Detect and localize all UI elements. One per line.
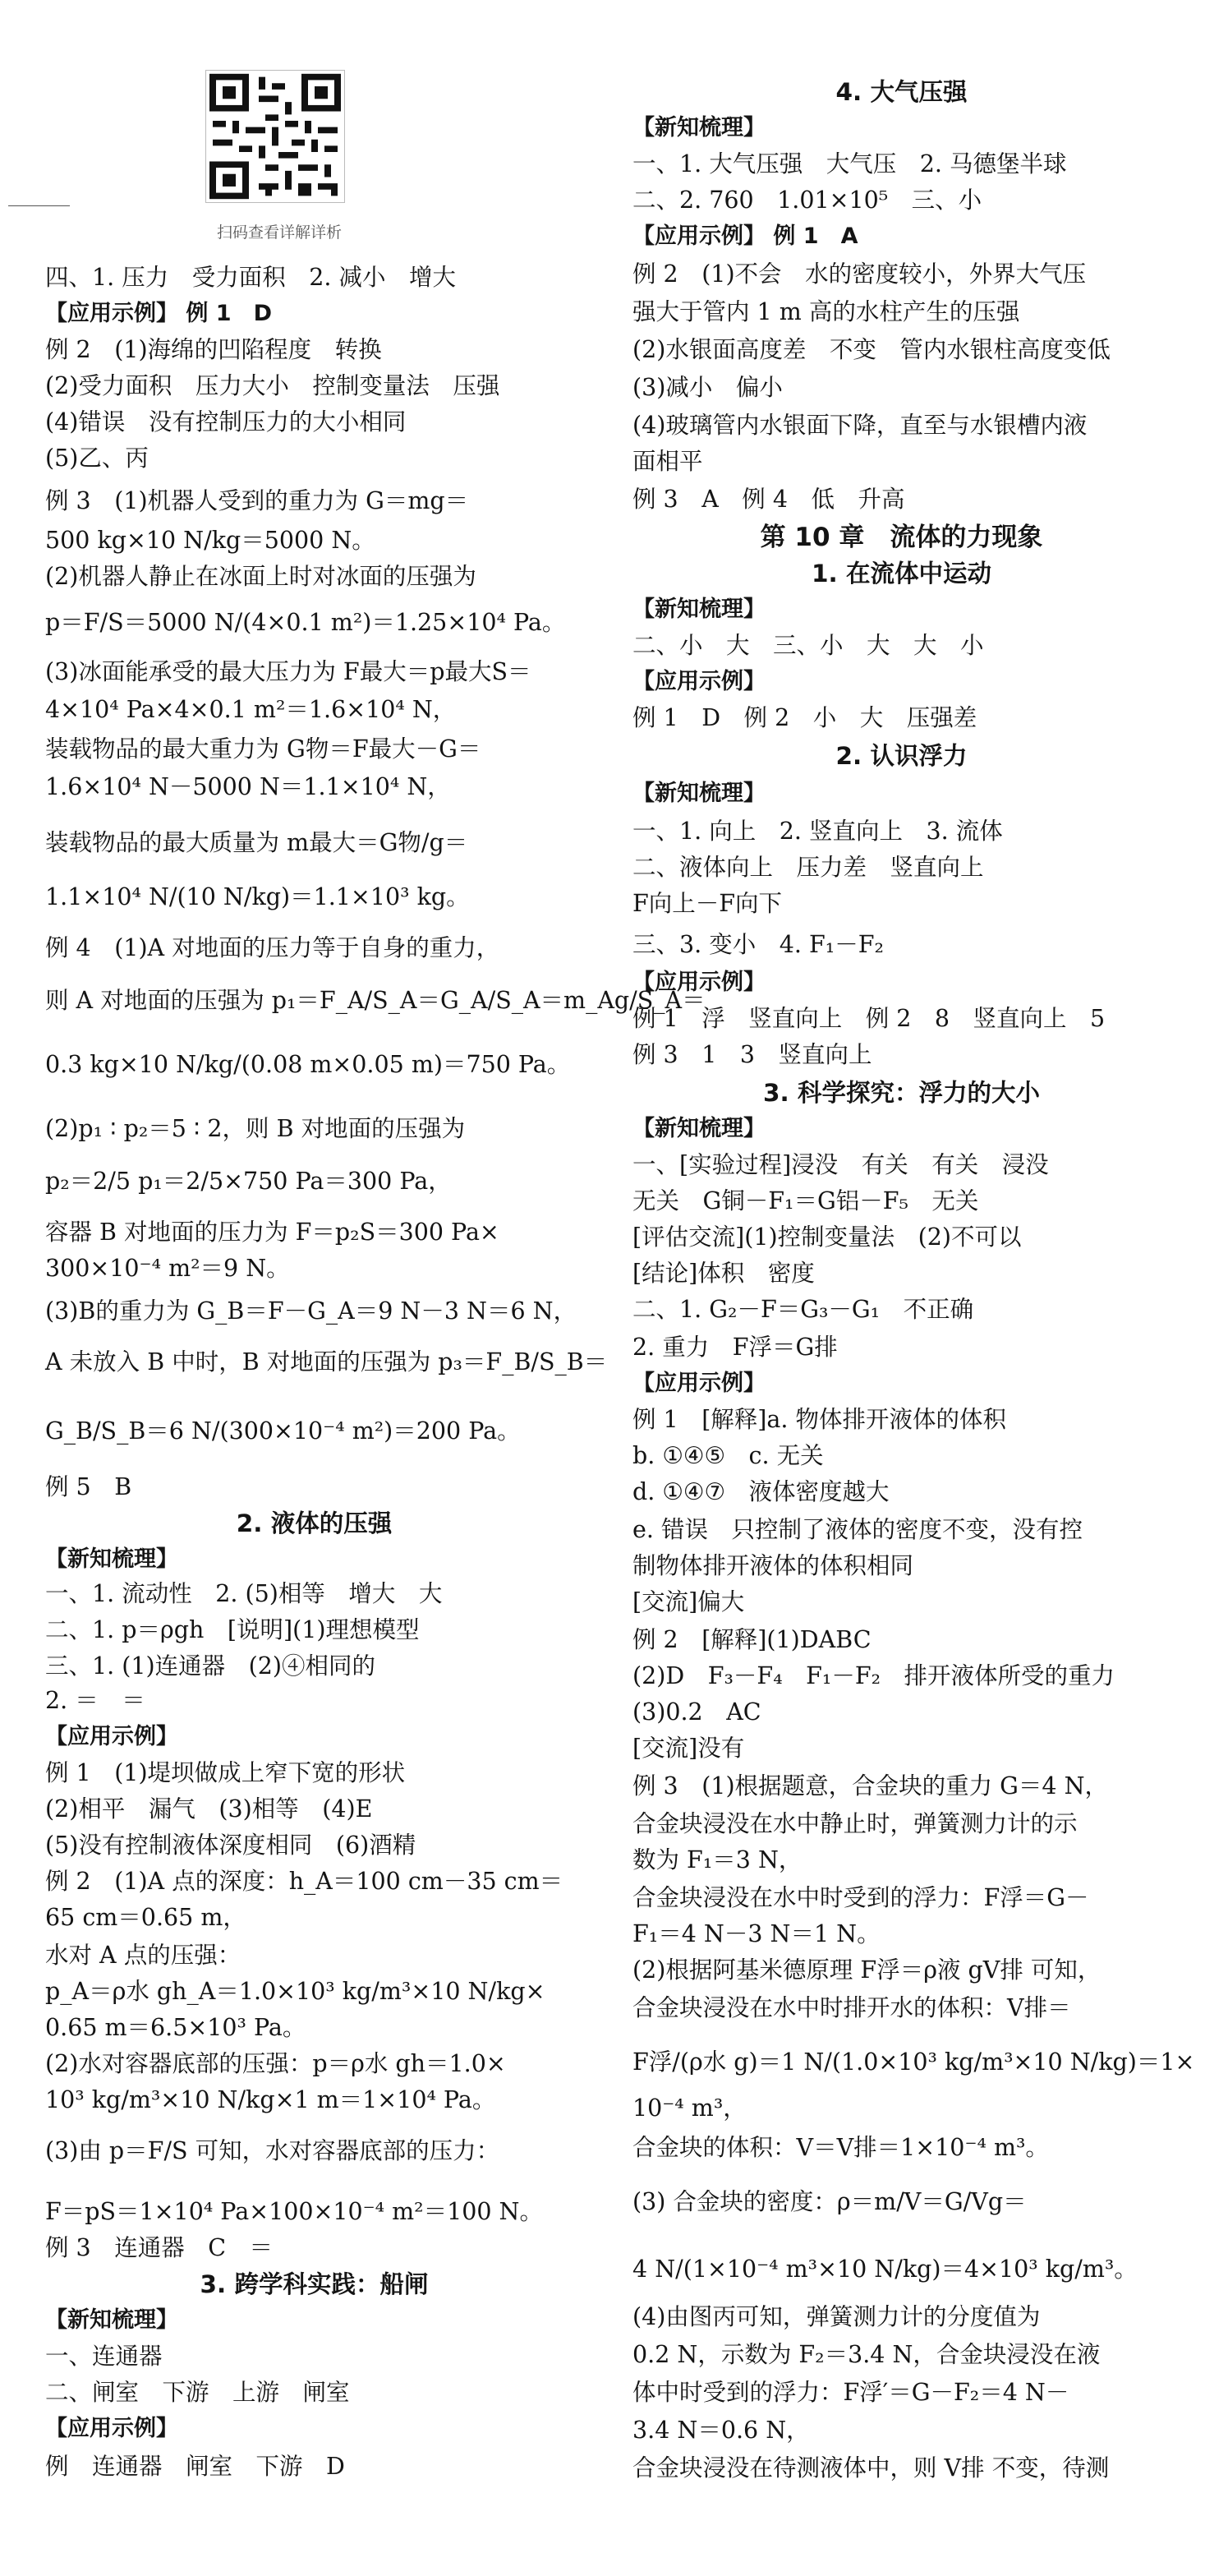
text-line: 例 1 [解释]a. 物体排开液体的体积 (632, 1406, 1007, 1433)
text-line: 合金块浸没在水中时排开水的体积：V排＝ (632, 1994, 1071, 2021)
text-line: G_B/S_B＝6 N/(300×10⁻⁴ m²)＝200 Pa。 (45, 1417, 521, 1445)
section-heading: 【应用示例】 (632, 669, 766, 694)
text-line: p＝F/S＝5000 N/(4×0.1 m²)＝1.25×10⁴ Pa。 (45, 609, 566, 636)
text-line: 65 cm＝0.65 m， (45, 1904, 246, 1931)
text-line: 例 1 D 例 2 小 大 压强差 (632, 704, 977, 731)
section-title: 4. 大气压强 (835, 78, 968, 106)
text-line: 10³ kg/m³×10 N/kg×1 m＝1×10⁴ Pa。 (45, 2086, 496, 2113)
header-rule (8, 205, 70, 206)
text-line: (3)B的重力为 G_B＝F－G_A＝9 N－3 N＝6 N， (45, 1297, 577, 1325)
text-line: 500 kg×10 N/kg＝5000 N。 (45, 527, 375, 554)
text-line: (5)没有控制液体深度相同 (6)酒精 (45, 1832, 416, 1859)
text-line: 则 A 对地面的压强为 p₁＝F_A/S_A＝G_A/S_A＝m_Ag/S_A＝ (45, 987, 706, 1014)
text-line: 2. 重力 F浮＝G排 (632, 1334, 838, 1361)
text-line: 一、连通器 (45, 2343, 163, 2370)
text-line: 例 4 (1)A 对地面的压力等于自身的重力， (45, 934, 500, 961)
text-line: 例 3 (1)根据题意，合金块的重力 G＝4 N， (632, 1772, 1109, 1800)
text-line: (3)冰面能承受的最大压力为 F最大＝p最大S＝ (45, 658, 531, 685)
section-heading: 【新知梳理】 (45, 1546, 178, 1572)
text-line: 合金块的体积：V＝V排＝1×10⁻⁴ m³。 (632, 2134, 1049, 2161)
text-line: 例 2 [解释](1)DABC (632, 1626, 872, 1653)
section-heading: 【应用示例】 (45, 2416, 178, 2441)
text-line: p₂＝2/5 p₁＝2/5×750 Pa＝300 Pa， (45, 1168, 452, 1195)
text-line: [交流]偏大 (632, 1588, 745, 1615)
text-line: 4×10⁴ Pa×4×0.1 m²＝1.6×10⁴ N， (45, 696, 457, 723)
text-line: 例 3 A 例 4 低 升高 (632, 486, 905, 513)
text-line: 体中时受到的浮力：F浮′＝G－F₂＝4 N－ (632, 2379, 1069, 2406)
text-line: (2)D F₃－F₄ F₁－F₂ 排开液体所受的重力 (632, 1662, 1115, 1689)
section-heading: 【新知梳理】 (45, 2307, 178, 2333)
text-line: [交流]没有 (632, 1735, 745, 1762)
text-line: 装载物品的最大质量为 m最大＝G物/g＝ (45, 829, 468, 856)
text-line: 合金块浸没在水中静止时，弹簧测力计的示 (632, 1810, 1078, 1837)
text-line: 合金块浸没在水中时受到的浮力：F浮＝G－ (632, 1884, 1089, 1911)
text-line: [评估交流](1)控制变量法 (2)不可以 (632, 1223, 1022, 1251)
text-line: 1.1×10⁴ N/(10 N/kg)＝1.1×10³ kg。 (45, 883, 470, 910)
text-line: (2)水银面高度差 不变 管内水银柱高度变低 (632, 336, 1111, 363)
text-line: 3.4 N＝0.6 N， (632, 2417, 810, 2444)
text-line: (4)玻璃管内水银面下降，直至与水银槽内液 (632, 412, 1088, 439)
section-heading: 【应用示例】 例 1 A (632, 223, 858, 249)
text-line: 制物体排开液体的体积相同 (632, 1552, 914, 1579)
text-line: 例 2 (1)海绵的凹陷程度 转换 (45, 336, 382, 363)
section-heading: 【新知梳理】 (632, 1116, 766, 1141)
qr-caption: 扫码查看详解详析 (216, 223, 342, 242)
text-line: 一、1. 流动性 2. (5)相等 增大 大 (45, 1580, 443, 1607)
text-line: [结论]体积 密度 (632, 1260, 815, 1287)
text-line: 例 3 1 3 竖直向上 (632, 1041, 872, 1068)
text-line: 四、1. 压力 受力面积 2. 减小 增大 (45, 264, 457, 291)
text-line: (2)p₁ ∶ p₂＝5 ∶ 2，则 B 对地面的压强为 (45, 1115, 466, 1142)
text-line: 一、[实验过程]浸没 有关 有关 浸没 (632, 1151, 1049, 1178)
text-line: 二、小 大 三、小 大 大 小 (632, 632, 984, 659)
section-heading: 【应用示例】 (632, 970, 766, 995)
text-line: F＝pS＝1×10⁴ Pa×100×10⁻⁴ m²＝100 N。 (45, 2198, 543, 2225)
text-line: 例 连通器 闸室 下游 D (45, 2453, 345, 2480)
text-line: F向上－F向下 (632, 890, 783, 917)
section-title: 1. 在流体中运动 (811, 560, 991, 588)
text-line: (5)乙、丙 (45, 445, 149, 472)
text-line: 1.6×10⁴ N－5000 N＝1.1×10⁴ N， (45, 773, 451, 800)
section-title: 2. 认识浮力 (835, 742, 968, 770)
text-line: 二、1. p＝ρgh [说明](1)理想模型 (45, 1616, 420, 1643)
section-title: 2. 液体的压强 (236, 1509, 393, 1537)
text-line: F₁＝4 N－3 N＝1 N。 (632, 1920, 881, 1947)
text-line: 一、1. 向上 2. 竖直向上 3. 流体 (632, 818, 1003, 845)
text-line: 合金块浸没在待测液体中，则 V排 不变，待测 (632, 2454, 1110, 2482)
qr-code (205, 70, 345, 203)
text-line: 300×10⁻⁴ m²＝9 N。 (45, 1255, 290, 1282)
text-line: (2)受力面积 压力大小 控制变量法 压强 (45, 372, 500, 399)
text-line: 10⁻⁴ m³， (632, 2094, 747, 2122)
text-line: 二、2. 760 1.01×10⁵ 三、小 (632, 187, 982, 214)
text-line: (3)0.2 AC (632, 1698, 761, 1726)
section-title: 3. 科学探究：浮力的大小 (762, 1079, 1040, 1107)
text-line: (3)由 p＝F/S 可知，水对容器底部的压力： (45, 2137, 500, 2164)
text-line: 一、1. 大气压强 大气压 2. 马德堡半球 (632, 150, 1067, 177)
text-line: 例 5 B (45, 1473, 132, 1500)
text-line: 无关 G铜－F₁＝G铝－F₅ 无关 (632, 1187, 979, 1214)
text-line: (2)相平 漏气 (3)相等 (4)E (45, 1795, 373, 1823)
text-line: 例 2 (1)不会 水的密度较小，外界大气压 (632, 260, 1087, 288)
text-line: 三、3. 变小 4. F₁－F₂ (632, 931, 884, 958)
chapter-title: 第 10 章 流体的力现象 (760, 523, 1043, 552)
text-line: 三、1. (1)连通器 (2)④相同的 (45, 1652, 375, 1680)
section-title: 3. 跨学科实践：船闸 (200, 2270, 429, 2298)
section-heading: 【应用示例】 (45, 1724, 178, 1749)
text-line: e. 错误 只控制了液体的密度不变，没有控 (632, 1516, 1083, 1543)
text-line: 例 3 连通器 C ＝ (45, 2234, 273, 2261)
text-line: 2. ＝ ＝ (45, 1687, 145, 1714)
section-heading: 【应用示例】 例 1 D (45, 301, 272, 326)
text-line: 强大于管内 1 m 高的水柱产生的压强 (632, 298, 1020, 325)
text-line: 装载物品的最大重力为 G物＝F最大－G＝ (45, 735, 481, 763)
text-line: p_A＝ρ水 gh_A＝1.0×10³ kg/m³×10 N/kg× (45, 1978, 545, 2005)
text-line: d. ①④⑦ 液体密度越大 (632, 1478, 890, 1505)
text-line: b. ①④⑤ c. 无关 (632, 1442, 824, 1469)
text-line: 0.65 m＝6.5×10³ Pa。 (45, 2014, 306, 2041)
text-line: (2)水对容器底部的压强：p＝ρ水 gh＝1.0× (45, 2050, 506, 2077)
text-line: 例 3 (1)机器人受到的重力为 G＝mg＝ (45, 487, 469, 514)
text-line: 二、液体向上 压力差 竖直向上 (632, 854, 984, 881)
text-line: 0.3 kg×10 N/kg/(0.08 m×0.05 m)＝750 Pa。 (45, 1051, 571, 1078)
text-line: (2)机器人静止在冰面上时对冰面的压强为 (45, 563, 476, 590)
text-line: (3) 合金块的密度：ρ＝m/V＝G/Vg＝ (632, 2188, 1027, 2215)
text-line: 容器 B 对地面的压力为 F＝p₂S＝300 Pa× (45, 1219, 499, 1246)
section-heading: 【新知梳理】 (632, 781, 766, 806)
section-heading: 【新知梳理】 (632, 115, 766, 141)
text-line: (4)错误 没有控制压力的大小相同 (45, 408, 407, 435)
text-line: 4 N/(1×10⁻⁴ m³×10 N/kg)＝4×10³ kg/m³。 (632, 2256, 1138, 2283)
text-line: A 未放入 B 中时，B 对地面的压强为 p₃＝F_B/S_B＝ (45, 1348, 608, 1376)
text-line: 例 1 浮 竖直向上 例 2 8 竖直向上 5 (632, 1005, 1106, 1032)
text-line: (3)减小 偏小 (632, 374, 783, 401)
text-line: 二、1. G₂－F＝G₃－G₁ 不正确 (632, 1296, 974, 1323)
text-line: 数为 F₁＝3 N， (632, 1846, 803, 1873)
text-line: 二、闸室 下游 上游 闸室 (45, 2379, 350, 2406)
text-line: (4)由图丙可知，弹簧测力计的分度值为 (632, 2303, 1041, 2330)
text-line: 例 1 (1)堤坝做成上窄下宽的形状 (45, 1759, 406, 1786)
text-line: F浮/(ρ水 g)＝1 N/(1.0×10³ kg/m³×10 N/kg)＝1× (632, 2048, 1195, 2076)
text-line: 面相平 (632, 448, 703, 475)
section-heading: 【应用示例】 (632, 1371, 766, 1396)
section-heading: 【新知梳理】 (632, 597, 766, 622)
text-line: 0.2 N，示数为 F₂＝3.4 N，合金块浸没在液 (632, 2341, 1101, 2368)
text-line: 水对 A 点的压强： (45, 1942, 241, 1969)
text-line: 例 2 (1)A 点的深度：h_A＝100 cm－35 cm＝ (45, 1868, 563, 1895)
text-line: (2)根据阿基米德原理 F浮＝ρ液 gV排 可知， (632, 1956, 1102, 1984)
